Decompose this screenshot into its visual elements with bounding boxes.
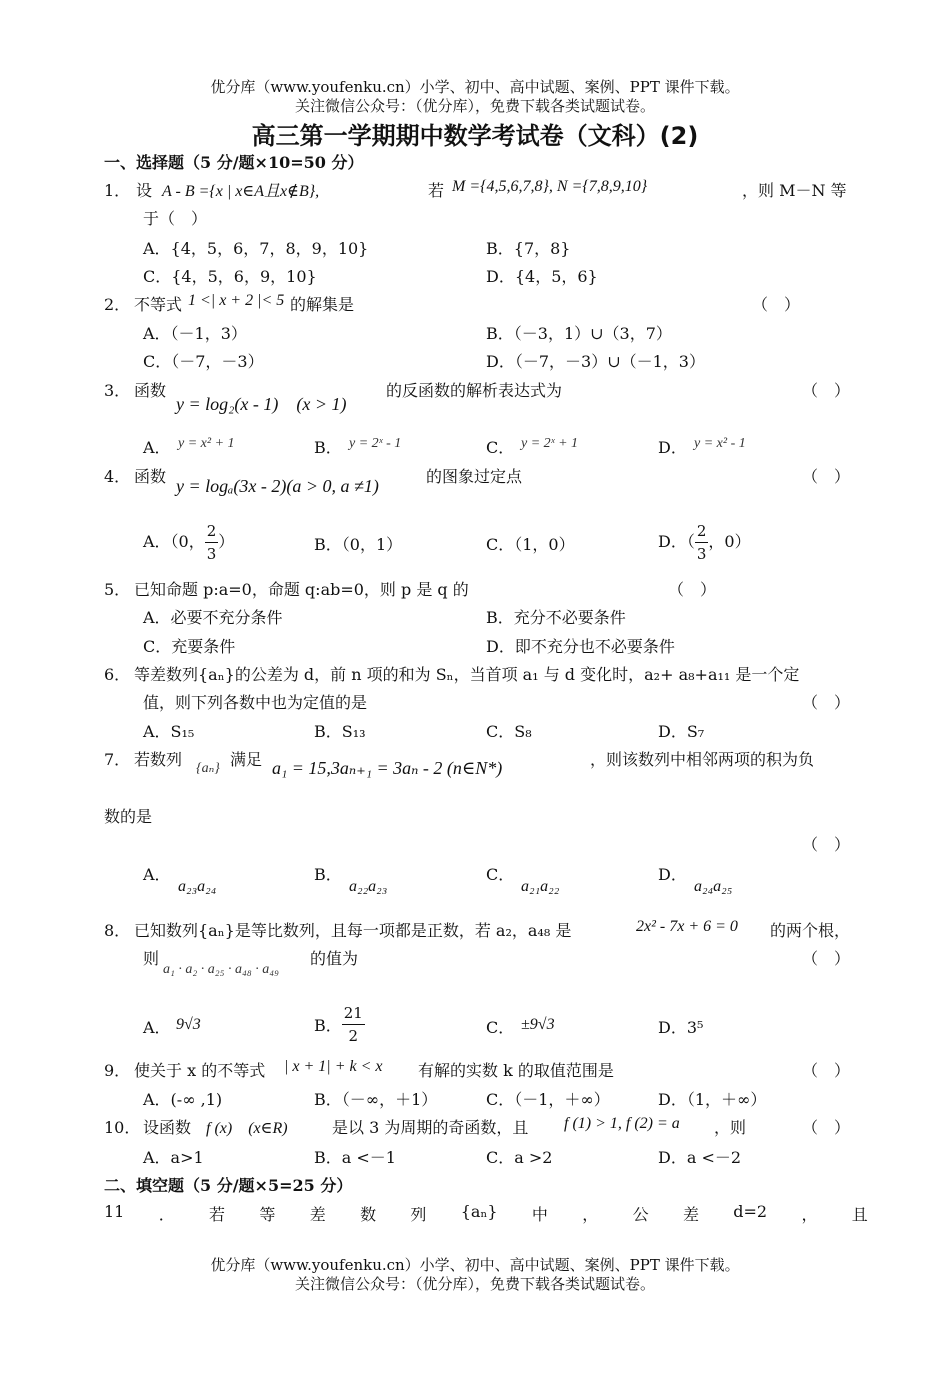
q11-part: 且 (851, 1205, 868, 1224)
question-text: ，则该数列中相邻两项的积为负 (590, 750, 815, 769)
option-c: C．（－1，＋∞） (486, 1090, 610, 1109)
question-number: 8． (104, 921, 131, 940)
q11-part: ． (158, 1205, 175, 1224)
question-11 (104, 1202, 868, 1225)
footer-line-1: 优分库（www.youfenku.cn）小学、初中、高中试题、案例、PPT 课件下载。 (210, 1256, 740, 1274)
option-b: B．（0，1） (314, 535, 403, 554)
option-a-label: A． (143, 865, 171, 884)
formula: f (1) > 1, f (2) = a (564, 1115, 680, 1132)
option-d (658, 520, 751, 565)
option-d: D．{4，5，6} (486, 267, 598, 286)
fraction (342, 1002, 365, 1047)
q11-part: 中 (531, 1205, 548, 1224)
formula: a₁ = 15,3aₙ₊₁ = 3aₙ - 2 (n∈N*) (272, 758, 503, 778)
question-text: 数的是 (104, 807, 153, 826)
header-line-1: 优分库（www.youfenku.cn）小学、初中、高中试题、案例、PPT 课件下载。 (210, 78, 740, 96)
option-b: B．{7，8} (486, 239, 571, 258)
answer-paren: （ ） (802, 467, 851, 486)
option-c-label: C． (486, 865, 515, 884)
answer-paren: （ ） (668, 580, 717, 599)
answer-paren: （ ） (802, 693, 851, 712)
option-d: y = x² - 1 (694, 436, 746, 451)
question-text: 的反函数的解析表达式为 (386, 381, 563, 400)
option-d: D．（1，＋∞） (658, 1090, 767, 1109)
formula: | x + 1| + k < x (284, 1058, 383, 1075)
question-text: 则 (143, 949, 160, 968)
q11-part: 公 (632, 1205, 649, 1224)
formula: y = log₂(x - 1) (x > 1) (176, 394, 347, 414)
option-d-end: ，0） (708, 532, 751, 551)
option-c: C．（－7，－3） (143, 352, 264, 371)
fraction (205, 520, 219, 565)
question-text: 满足 (230, 750, 263, 769)
q11-part: 列 (410, 1205, 427, 1224)
q11-part: ， (801, 1205, 818, 1224)
formula: M ={4,5,6,7,8}, N ={7,8,9,10} (452, 178, 648, 195)
q11-part: ， (582, 1205, 599, 1224)
option-a: A．必要不充分条件 (143, 608, 283, 627)
fraction-denominator: 3 (696, 545, 707, 563)
option-d: D．S₇ (658, 722, 705, 741)
option-c: C．充要条件 (143, 637, 236, 656)
option-d: D．（－7，－3）∪（－1，3） (486, 352, 705, 371)
q11-part: 差 (682, 1205, 699, 1224)
option-b: B．（－∞，＋1） (314, 1090, 438, 1109)
question-text: 设 (136, 181, 153, 200)
option-b: a₂₂a₂₃ (349, 878, 388, 895)
option-a (143, 520, 234, 565)
question-text: 使关于 x 的不等式 (134, 1061, 266, 1080)
fraction-numerator: 2 (205, 520, 219, 543)
option-b: B．S₁₃ (314, 722, 366, 741)
question-number: 1． (104, 181, 131, 200)
option-b (314, 1002, 365, 1047)
question-text: 设函数 (143, 1118, 192, 1137)
option-b-label: B． (314, 438, 342, 457)
option-c: C．（1，0） (486, 535, 575, 554)
question-text: 的两个根， (770, 921, 851, 940)
option-d: a₂₄a₂₅ (694, 878, 733, 895)
fraction (695, 520, 709, 565)
answer-paren: （ ） (802, 1061, 851, 1080)
option-b-label: B． (314, 865, 342, 884)
option-a: A．(-∞ ,1) (143, 1090, 223, 1109)
option-a: A．S₁₅ (143, 722, 195, 741)
option-d: D．a <－2 (658, 1148, 742, 1167)
option-a: A．a>1 (143, 1148, 204, 1167)
fraction-numerator: 21 (342, 1002, 365, 1025)
option-d-label: D． (658, 865, 687, 884)
answer-paren: （ ） (802, 949, 851, 968)
fraction-numerator: 2 (695, 520, 709, 543)
option-b: B．（－3，1）∪（3，7） (486, 324, 672, 343)
answer-paren: （ ） (752, 295, 801, 314)
option-d: D．即不充分也不必要条件 (486, 637, 675, 656)
header-line-2: 关注微信公众号：（优分库），免费下载各类试题试卷。 (294, 97, 655, 115)
option-c: C．S₈ (486, 722, 532, 741)
option-c: y = 2ˣ + 1 (521, 436, 579, 451)
question-text: ，则 (714, 1118, 747, 1137)
option-a: y = x² + 1 (178, 436, 235, 451)
page-title: 高三第一学期期中数学考试卷（文科）(2) (251, 122, 699, 150)
question-number: 6． (104, 665, 131, 684)
option-d-label: D．（ (658, 532, 695, 551)
formula: f (x) (x∈R) (206, 1120, 288, 1137)
q11-part: d=2 (733, 1202, 768, 1221)
option-a-end: ） (218, 532, 235, 551)
option-a-label: A． (143, 438, 171, 457)
formula: y = logₐ(3x - 2)(a > 0, a ≠1) (176, 476, 379, 496)
q11-part: 等 (259, 1205, 276, 1224)
fraction-denominator: 3 (206, 545, 217, 563)
q11-part: 数 (360, 1205, 377, 1224)
question-text: 已知命题 p:a=0，命题 q:ab=0，则 p 是 q 的 (134, 580, 469, 599)
option-c-label: C． (486, 1018, 515, 1037)
question-text: 有解的实数 k 的取值范围是 (418, 1061, 614, 1080)
question-number: 3． (104, 381, 131, 400)
q11-part: 差 (309, 1205, 326, 1224)
question-text: 值，则下列各数中也为定值的是 (143, 693, 368, 712)
option-a: A．（－1，3） (143, 324, 247, 343)
question-text: 的值为 (310, 949, 359, 968)
question-number: 4． (104, 467, 131, 486)
sequence: {aₙ} (196, 761, 220, 776)
question-text: 已知数列{aₙ}是等比数列，且每一项都是正数，若 a₂，a₄₈ 是 (134, 921, 572, 940)
answer-paren: （ ） (802, 381, 851, 400)
question-text: 的解集是 (290, 295, 355, 314)
question-number: 9． (104, 1061, 131, 1080)
option-c-label: C． (486, 438, 515, 457)
option-c: ±9√3 (521, 1016, 555, 1033)
option-a: a₂₃a₂₄ (178, 878, 217, 895)
formula: 1 <| x + 2 |< 5 (188, 292, 285, 309)
question-text: 函数 (134, 381, 167, 400)
question-text: 若 (428, 181, 445, 200)
option-b: B．a <－1 (314, 1148, 396, 1167)
question-text: 等差数列{aₙ}的公差为 d，前 n 项的和为 Sₙ，当首项 a₁ 与 d 变化时，a₂+ a₈+a₁₁ 是一个定 (134, 665, 800, 684)
q11-part: {aₙ} (460, 1202, 498, 1221)
question-text: 的图象过定点 (426, 467, 523, 486)
formula: 2x² - 7x + 6 = 0 (636, 918, 738, 935)
question-text: 于（ ） (143, 209, 208, 228)
footer-line-2: 关注微信公众号：（优分库），免费下载各类试题试卷。 (294, 1275, 655, 1293)
question-text: 不等式 (134, 295, 183, 314)
option-d-label: D． (658, 438, 687, 457)
answer-paren: （ ） (802, 835, 851, 854)
option-a: 9√3 (176, 1016, 201, 1033)
answer-paren: （ ） (802, 1118, 851, 1137)
section-heading-choice: 一、选择题（5 分/题×10=50 分） (104, 153, 364, 172)
option-d: D．3⁵ (658, 1018, 704, 1037)
option-a-label: A．（0， (143, 532, 205, 551)
option-c: C．a >2 (486, 1148, 553, 1167)
option-b-label: B． (314, 1016, 342, 1035)
q11-part: 若 (209, 1205, 226, 1224)
question-text: 函数 (134, 467, 167, 486)
question-text: 若数列 (134, 750, 183, 769)
formula: a₁ · a₂ · a₂₅ · a₄₈ · a₄₉ (163, 962, 279, 977)
question-text: 是以 3 为周期的奇函数，且 (332, 1118, 529, 1137)
option-b: y = 2ˣ - 1 (349, 436, 402, 451)
fraction-denominator: 2 (348, 1027, 359, 1045)
question-text: ，则 M－N 等 (742, 181, 847, 200)
section-heading-fill: 二、填空题（5 分/题×5=25 分） (104, 1176, 353, 1195)
question-number: 10． (104, 1118, 141, 1137)
option-a-label: A． (143, 1018, 171, 1037)
question-number: 7． (104, 750, 131, 769)
option-c: a₂₁a₂₂ (521, 878, 560, 895)
option-b: B．充分不必要条件 (486, 608, 626, 627)
formula: A - B ={x | x∈A且x∉B}, (162, 183, 320, 200)
question-number: 5． (104, 580, 131, 599)
q11-part: 11 (104, 1202, 125, 1221)
option-c: C．{4，5，6，9，10} (143, 267, 317, 286)
question-number: 2． (104, 295, 131, 314)
option-a: A．{4，5，6，7，8，9，10} (143, 239, 369, 258)
